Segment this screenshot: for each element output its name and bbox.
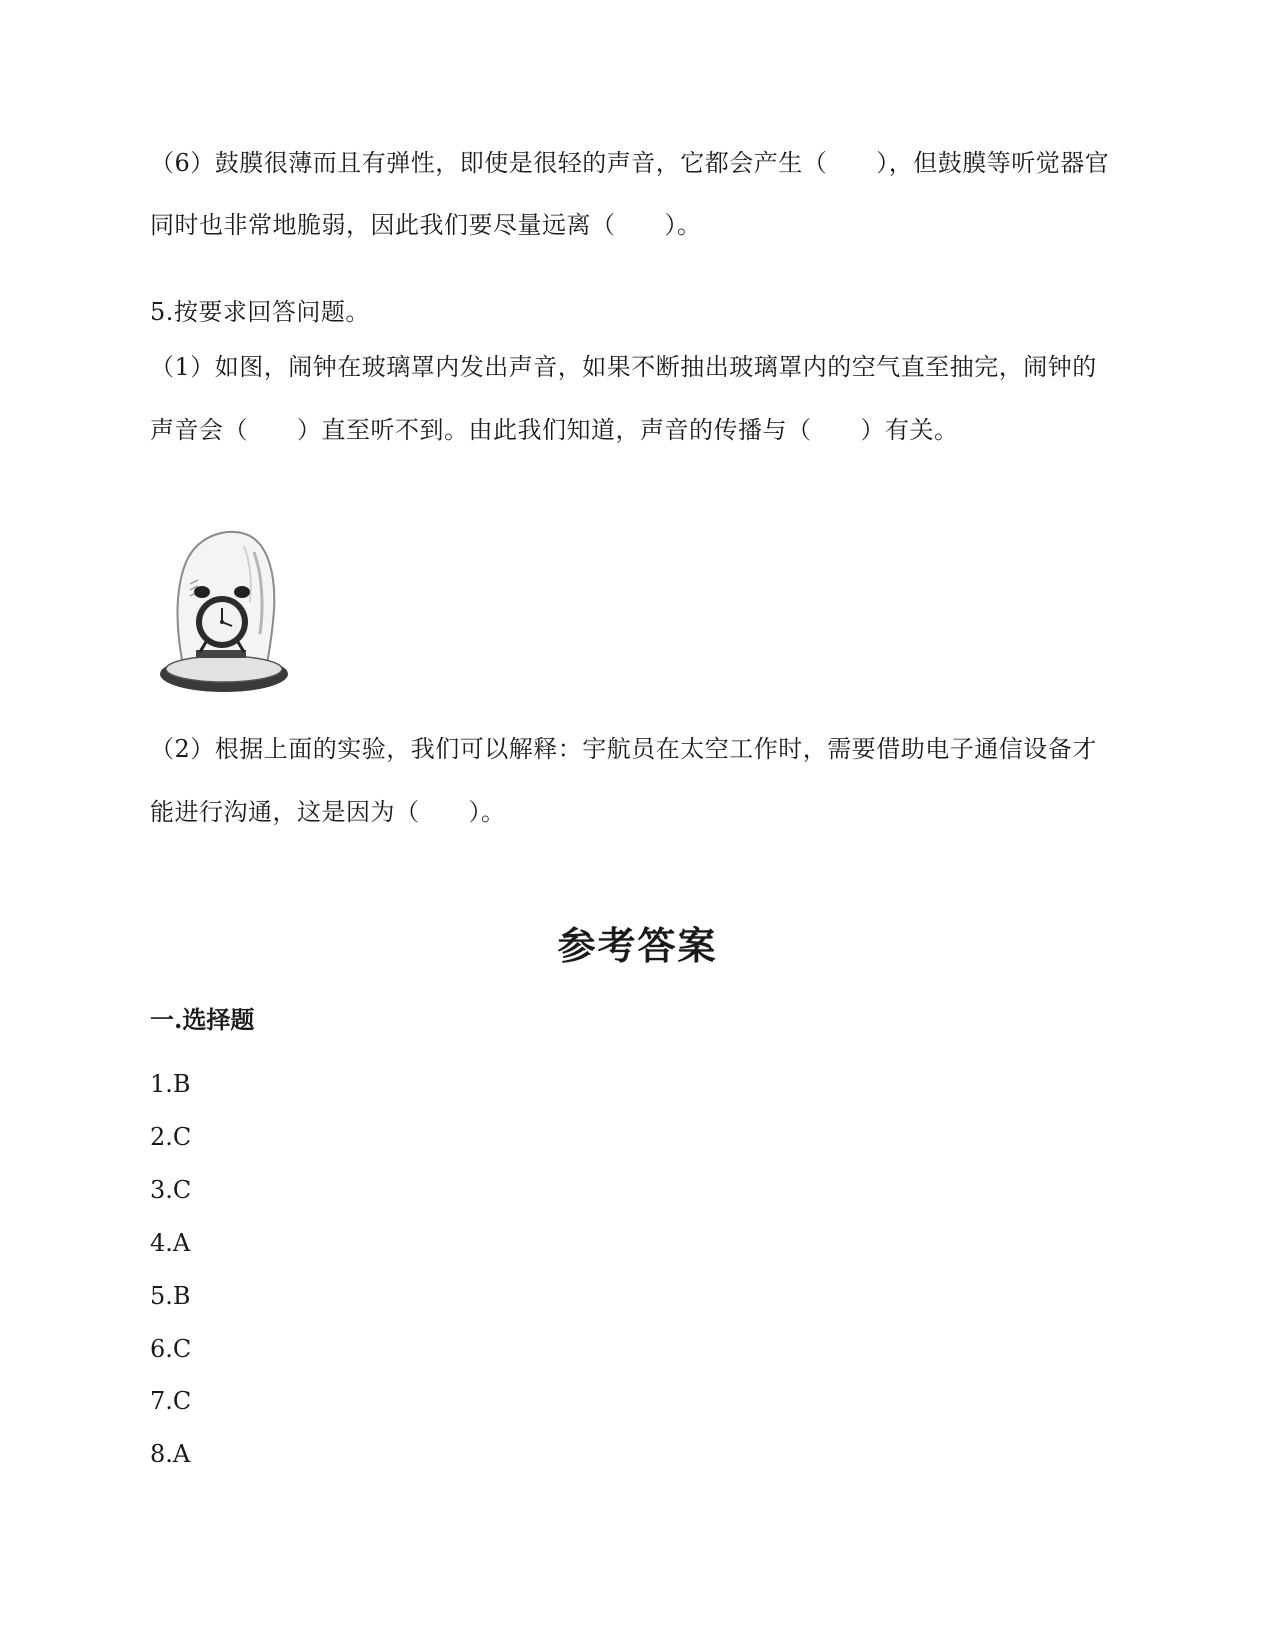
- q5-stem: 5.按要求回答问题。: [150, 298, 370, 326]
- q4-item6-line1: （6）鼓膜很薄而且有弹性，即使是很轻的声音，它都会产生（ ），但鼓膜等听觉器官: [150, 149, 1110, 177]
- q5-item1-line1: （1）如图，闹钟在玻璃罩内发出声音，如果不断抽出玻璃罩内的空气直至抽完，闹钟的: [150, 353, 1097, 381]
- q4-item6-line2: 同时也非常地脆弱，因此我们要尽量远离（ ）。: [150, 211, 702, 239]
- q5-item2-line1: （2）根据上面的实验，我们可以解释：宇航员在太空工作时，需要借助电子通信设备才: [150, 735, 1097, 763]
- answer-item: 6.C: [150, 1335, 192, 1363]
- answer-item: 4.A: [150, 1229, 191, 1257]
- alarm-clock-bell-jar-icon: [150, 522, 290, 700]
- answer-item: 8.A: [150, 1440, 191, 1468]
- section-multiple-choice-title: 一.选择题: [150, 1005, 255, 1034]
- answer-item: 5.B: [150, 1282, 191, 1310]
- q5-item2-line2: 能进行沟通，这是因为（ ）。: [150, 798, 506, 826]
- answer-key-title: 参考答案: [557, 923, 718, 968]
- answer-item: 3.C: [150, 1176, 192, 1204]
- answer-item: 7.C: [150, 1387, 192, 1415]
- q5-item1-line2: 声音会（ ）直至听不到。由此我们知道，声音的传播与（ ）有关。: [150, 416, 959, 444]
- answer-item: 1.B: [150, 1070, 191, 1098]
- answer-item: 2.C: [150, 1123, 192, 1151]
